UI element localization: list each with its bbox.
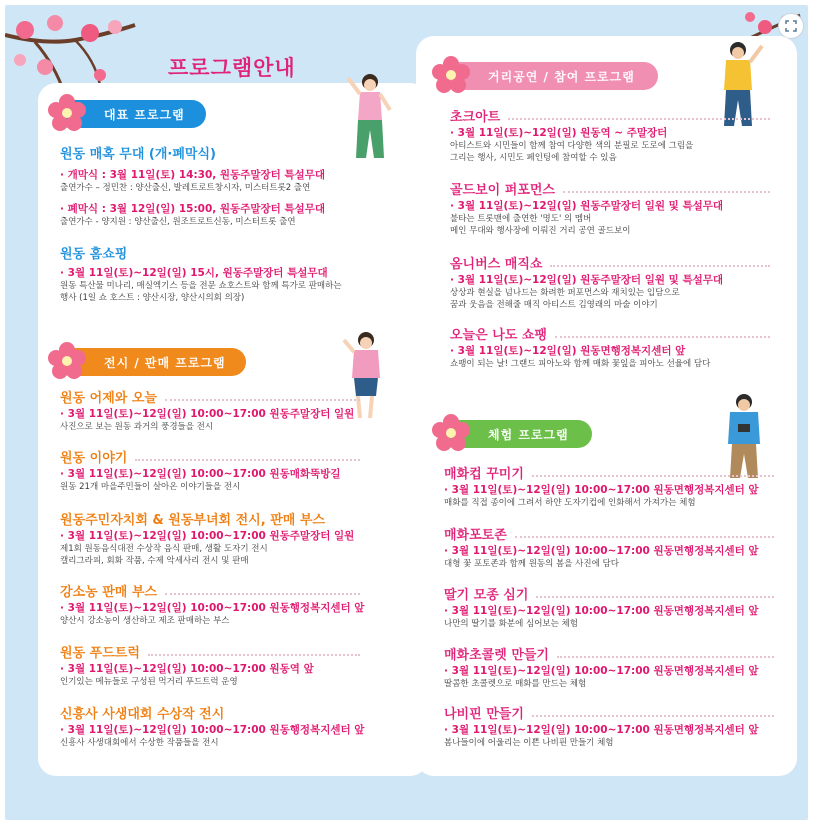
plum-blossom-icon	[430, 412, 472, 454]
program-description: 상상과 현실을 넘나드는 화려한 퍼포먼스와 재치있는 입담으로	[450, 288, 680, 298]
program-title: 나비핀 만들기	[444, 706, 774, 723]
program-title: 원동 어제와 오늘	[60, 390, 360, 407]
program-description: 그리는 행사, 시민도 페인팅에 참여할 수 있음	[450, 153, 617, 163]
program-schedule: · 3월 11일(토)~12일(일) 15시, 원동주말장터 특설무대	[60, 267, 328, 279]
program-description: 매화를 직접 종이에 그려서 하얀 도자기컵에 인화해서 가져가는 체험	[444, 498, 696, 508]
program-item	[60, 390, 360, 433]
program-description: 캘리그라피, 회화 작품, 수제 악세사리 전시 및 판매	[60, 556, 249, 566]
program-item	[444, 466, 774, 509]
program-item	[444, 527, 774, 570]
program-schedule: · 3월 11일(토)~12일(일) 10:00~17:00 원동면행정복지센터 앞	[444, 605, 759, 617]
program-item	[60, 645, 360, 688]
program-description: 신흥사 사생대회에서 수상한 작품들을 전시	[60, 738, 219, 748]
program-item	[60, 584, 365, 627]
section-header-street	[440, 62, 658, 90]
program-description: 출연가수 – 정민찬 : 양산출신, 발레트로트창시자, 미스터트롯2 출연	[60, 183, 311, 193]
section-label: 거리공연 / 참여 프로그램	[488, 69, 635, 84]
program-title: 초크아트	[450, 109, 770, 126]
program-schedule: · 3월 11일(토)~12일(일) 원동면행정복지센터 앞	[450, 345, 686, 357]
program-description: 출연가수 - 양지원 : 양산출신, 원조트로트신동, 미스터트롯 출연	[60, 217, 296, 227]
program-item	[60, 246, 418, 304]
plum-blossom-icon	[430, 54, 472, 96]
program-description: 메인 무대와 행사장에 이뤄진 거리 공연 골드보이	[450, 226, 631, 236]
program-description: 아티스트와 시민들이 함께 참여 다양한 색의 분필로 도로에 그림을	[450, 141, 694, 151]
program-title: 매화포토존	[444, 527, 774, 544]
program-title: 원동주민자치회 & 원동부녀회 전시, 판매 부스	[60, 513, 325, 528]
program-title: 매화컵 꾸미기	[444, 466, 774, 483]
program-schedule: · 3월 11일(토)~12일(일) 10:00~17:00 원동면행정복지센터 앞	[444, 665, 759, 677]
program-title: 딸기 모종 심기	[444, 587, 774, 604]
program-schedule: · 3월 11일(토)~12일(일) 10:00~17:00 원동주말장터 일원	[60, 408, 355, 420]
program-schedule: · 3월 11일(토)~12일(일) 10:00~17:00 원동역 앞	[60, 663, 314, 675]
section-header-representative	[56, 100, 206, 128]
program-schedule: · 3월 11일(토)~12일(일) 원동주말장터 일원 및 특설무대	[450, 274, 724, 286]
program-title: 옴니버스 매직쇼	[450, 256, 770, 273]
section-label: 대표 프로그램	[104, 107, 185, 122]
program-schedule: · 3월 11일(토)~12일(일) 10:00~17:00 원동주말장터 일원	[60, 530, 355, 542]
program-schedule: · 3월 11일(토)~12일(일) 원동주말장터 일원 및 특설무대	[450, 200, 724, 212]
program-title: 골드보이 퍼포먼스	[450, 182, 770, 199]
program-title: 강소농 판매 부스	[60, 584, 360, 601]
program-title: 원동 푸드트럭	[60, 645, 360, 662]
program-title: 오늘은 나도 쇼팽	[450, 327, 770, 344]
program-item	[60, 512, 418, 567]
program-description: 제1회 원동음식대전 수상작 음식 판매, 생활 도자기 전시	[60, 544, 268, 554]
program-description: 원동 특산물 미나리, 매실엑기스 등을 전문 쇼호스트와 함께 특가로 판매하는	[60, 281, 342, 291]
program-description: 봄나들이에 어울리는 이쁜 나비핀 만들기 체험	[444, 738, 614, 748]
program-description: 꿈과 웃음을 전해줄 매직 아티스트 김영래의 마술 이야기	[450, 300, 658, 310]
expand-icon[interactable]	[778, 13, 804, 39]
program-schedule: · 폐막식 : 3월 12일(일) 15:00, 원동주말장터 특설무대	[60, 203, 325, 215]
program-item	[444, 647, 774, 690]
program-item	[450, 182, 770, 237]
program-description: 딸콤한 초콜렛으로 매화를 만드는 체험	[444, 679, 587, 689]
program-description: 행사 (1일 쇼 호스트 : 양산시장, 양산시의회 의장)	[60, 293, 245, 303]
plum-blossom-icon	[46, 340, 88, 382]
program-description: 대형 꽃 포토존과 함께 원동의 봄을 사진에 담다	[444, 559, 619, 569]
program-schedule: · 3월 11일(토)~12일(일) 원동역 ~ 주말장터	[450, 127, 668, 139]
program-description: 불타는 트롯맨에 출연한 '명도' 의 멤버	[450, 214, 592, 224]
program-schedule: · 개막식 : 3월 11일(토) 14:30, 원동주말장터 특설무대	[60, 169, 325, 181]
program-description: 사진으로 보는 원동 과거의 풍경들을 전시	[60, 422, 214, 432]
program-schedule: · 3월 11일(토)~12일(일) 10:00~17:00 원동면행정복지센터 앞	[444, 484, 759, 496]
plum-blossom-icon	[46, 92, 88, 134]
program-title: 원동 이야기	[60, 450, 360, 467]
program-schedule: · 3월 11일(토)~12일(일) 10:00~17:00 원동행정복지센터 앞	[60, 724, 365, 736]
program-title: 원동 홈쇼핑	[60, 247, 128, 262]
program-description: 나만의 딸기를 화분에 심어보는 체험	[444, 619, 578, 629]
section-label: 체험 프로그램	[488, 427, 569, 442]
program-schedule: · 3월 11일(토)~12일(일) 10:00~17:00 원동면행정복지센터 앞	[444, 724, 759, 736]
program-item	[60, 450, 360, 493]
program-item	[60, 706, 418, 749]
program-title: 원동 매혹 무대 (개·폐막식)	[60, 147, 216, 162]
program-item	[450, 109, 770, 164]
program-item	[444, 706, 774, 749]
program-description: 원동 21개 마을주민들이 살아온 이야기들을 전시	[60, 482, 241, 492]
page-title: 프로그램안내	[168, 56, 296, 80]
program-item	[444, 587, 774, 630]
section-header-experience	[440, 420, 592, 448]
program-schedule: · 3월 11일(토)~12일(일) 10:00~17:00 원동행정복지센터 앞	[60, 602, 365, 614]
program-schedule: · 3월 11일(토)~12일(일) 10:00~17:00 원동면행정복지센터 앞	[444, 545, 759, 557]
program-description: 인기있는 메뉴들로 구성된 먹거리 푸드트럭 운영	[60, 677, 238, 687]
program-item	[60, 146, 418, 228]
section-header-exhibition	[56, 348, 246, 376]
program-item	[450, 327, 770, 370]
program-item	[450, 256, 770, 311]
program-description: 양산시 강소농이 생산하고 제조 판매하는 부스	[60, 616, 230, 626]
program-schedule: · 3월 11일(토)~12일(일) 10:00~17:00 원동매화뚝방길	[60, 468, 341, 480]
program-title: 신흥사 사생대회 수상작 전시	[60, 707, 225, 722]
section-label: 전시 / 판매 프로그램	[104, 355, 226, 370]
program-title: 매화초콜렛 만들기	[444, 647, 774, 664]
program-description: 쇼팽이 되는 날! 그랜드 피아노와 함께 매화 꽃잎을 피아노 선율에 담다	[450, 359, 711, 369]
